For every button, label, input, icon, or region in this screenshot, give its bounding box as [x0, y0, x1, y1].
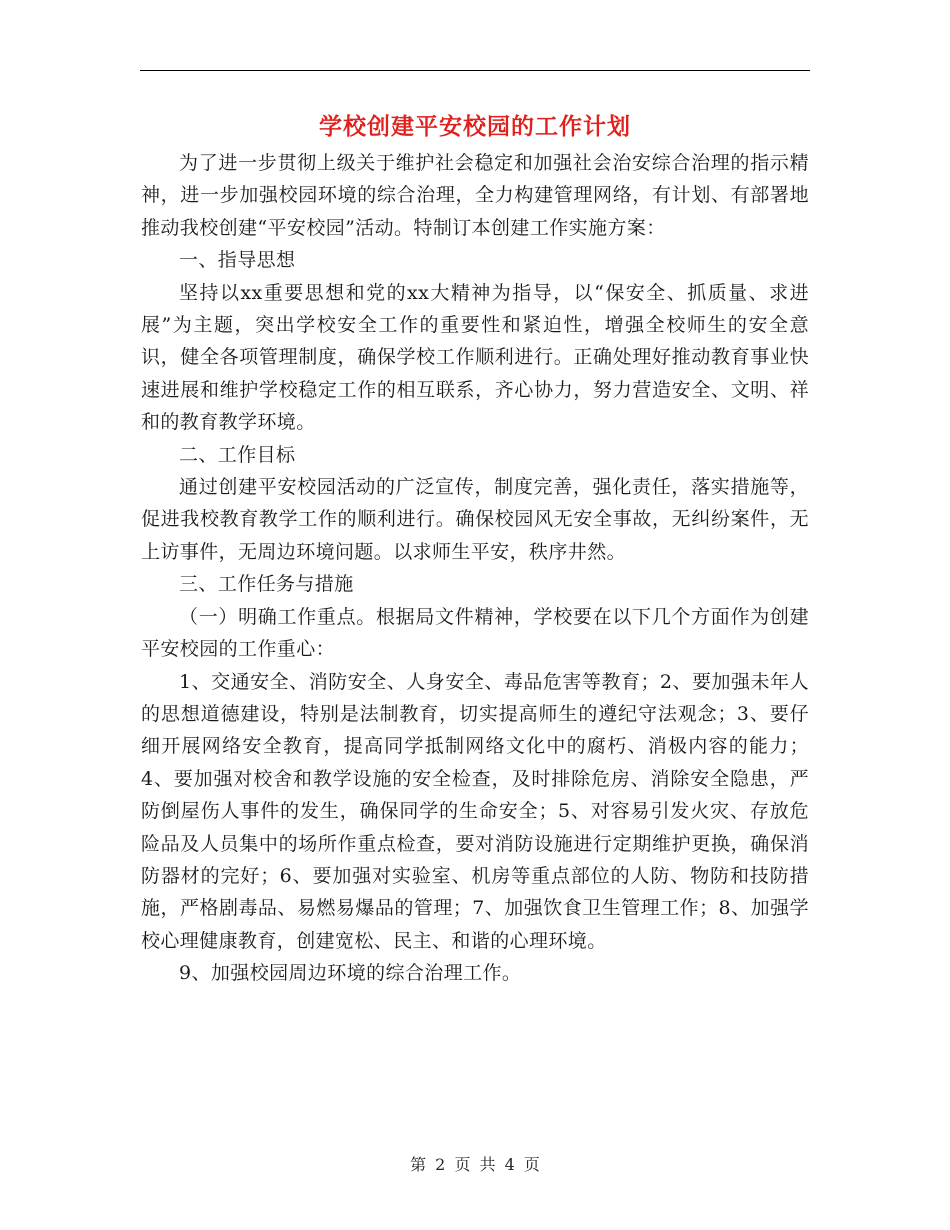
document-title: 学校创建平安校园的工作计划	[319, 113, 631, 140]
section-heading-work-goals: 二、工作目标	[179, 443, 296, 466]
work-goals-paragraph: 通过创建平安校园活动的广泛宣传，制度完善，强化责任，落实措施等，促进我校教育教学工作的顺利进行。确保校园风无安全事故，无纠纷案件，无上访事件，无周边环境问题。以求师生平安，秩序井然。	[141, 476, 809, 563]
key-points-paragraph: （一）明确工作重点。根据局文件精神，学校要在以下几个方面作为创建平安校园的工作重心：	[141, 605, 809, 661]
section-heading-guiding-ideology: 一、指导思想	[179, 249, 296, 272]
item-9-paragraph: 9、加强校园周边环境的综合治理工作。	[179, 962, 522, 985]
key-points-list-paragraph: 1、交通安全、消防安全、人身安全、毒品危害等教育；2、要加强未年人的思想道德建设，特别是法制教育，切实提高师生的遵纪守法观念；3、要仔细开展网络安全教育，提高同学抵制网络文化中的腐朽、消极内容的能力；4、要加强对校舍和教学设施的安全检查，及时排除危房、消除安全隐患，严防倒屋伤人事件的发生，确保同学的生命安全；5、对容易引发火灾、存放危险品及人员集中的场所作重点检查，要对消防设施进行定期维护更换，确保消防器材的完好；6、要加强对实验室、机房等重点部位的人防、物防和技防措施，严格剧毒品、易燃易爆品的管理；7、加强饮食卫生管理工作；8、加强学校心理健康教育，创建宽松、民主、和谐的心理环境。	[141, 670, 809, 952]
header-rule	[140, 70, 810, 71]
section-heading-tasks-measures: 三、工作任务与措施	[179, 573, 354, 596]
guiding-ideology-paragraph: 坚持以xx重要思想和党的xx大精神为指导，以“保安全、抓质量、求进展”为主题，突出学校安全工作的重要性和紧迫性，增强全校师生的安全意识，健全各项管理制度，确保学校工作顺利进行。正确处理好推动教育事业快速进展和维护学校稳定工作的相互联系，齐心协力，努力营造安全、文明、祥和的教育教学环境。	[141, 281, 809, 434]
intro-paragraph: 为了进一步贯彻上级关于维护社会稳定和加强社会治安综合治理的指示精神，进一步加强校园环境的综合治理，全力构建管理网络，有计划、有部署地推动我校创建“平安校园”活动。特制订本创建工作实施方案：	[141, 152, 809, 239]
document-body	[141, 147, 809, 990]
page-footer: 第 2 页 共 4 页	[410, 1155, 540, 1174]
